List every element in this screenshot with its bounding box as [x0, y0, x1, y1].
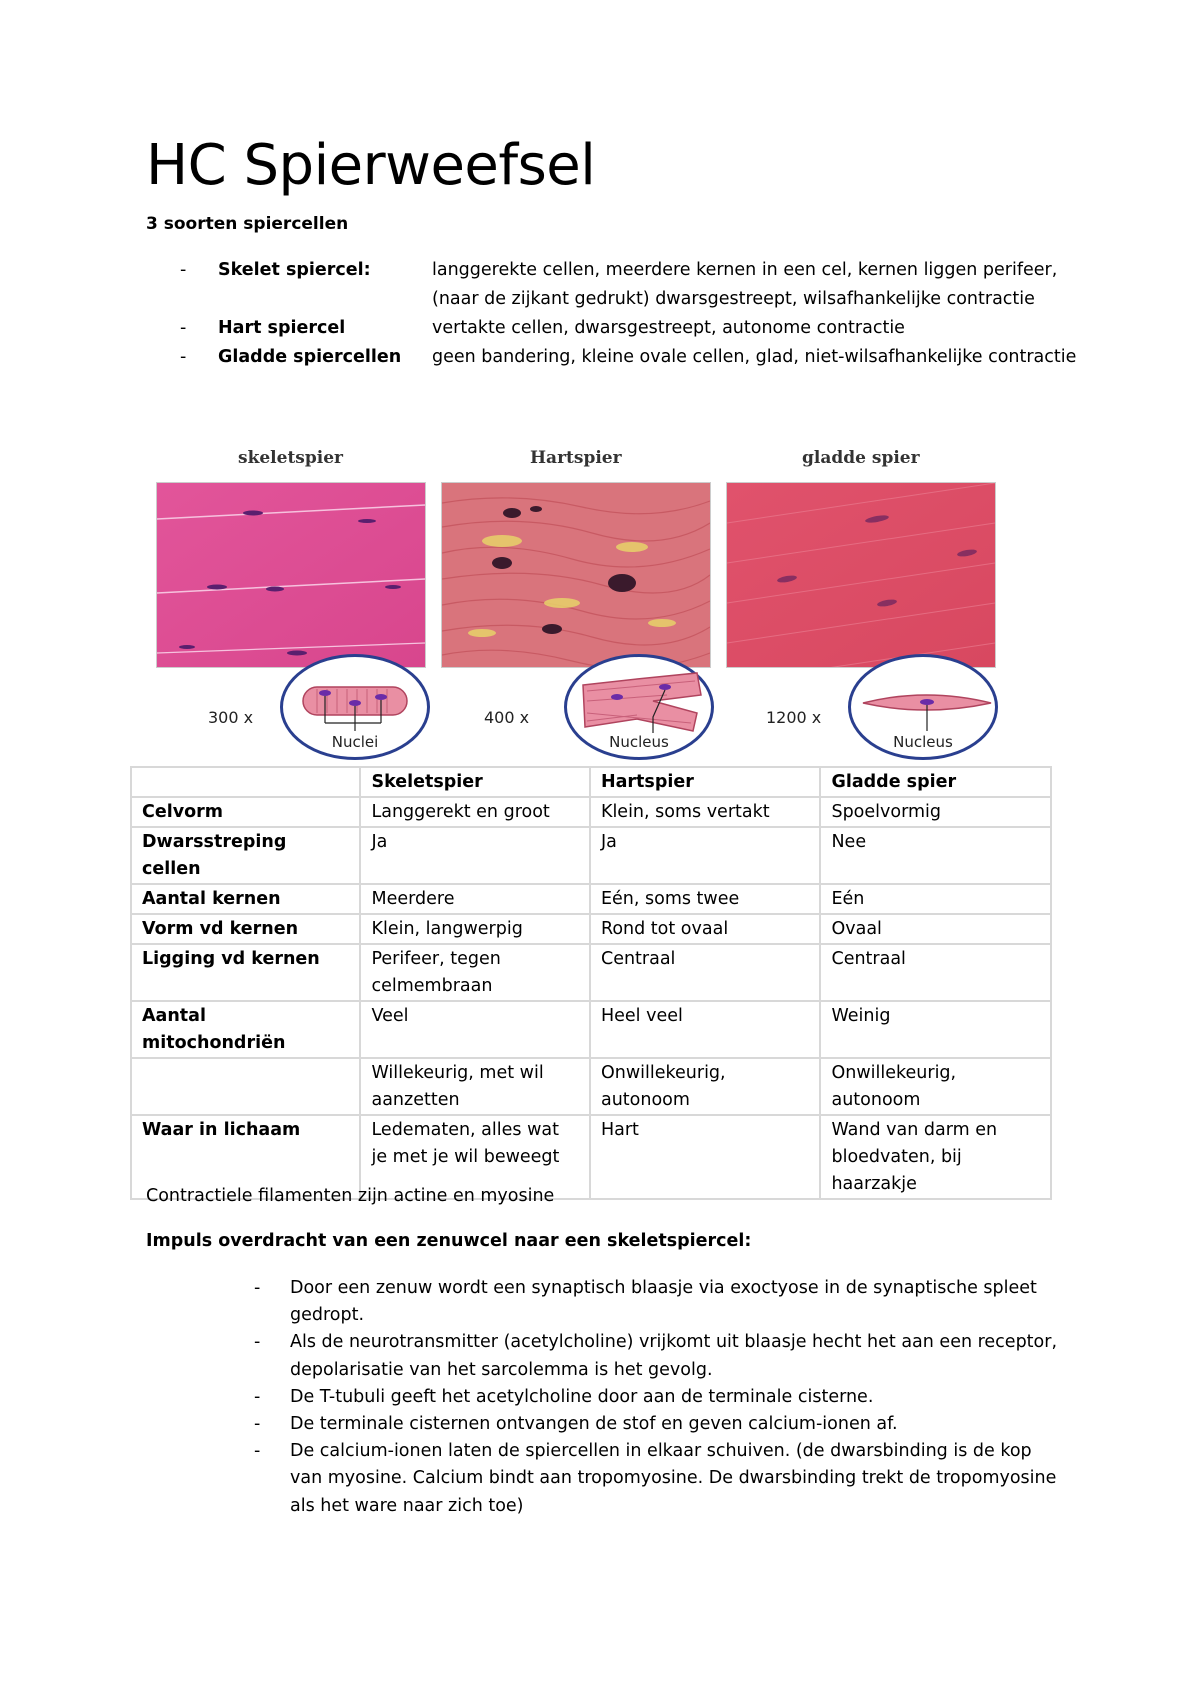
table-header-cell: Hartspier — [590, 767, 821, 797]
list-bullet: - — [254, 1332, 261, 1353]
list-bullet: - — [254, 1386, 261, 1407]
cell-diagram-circle — [564, 654, 714, 760]
table-cell: Hart — [590, 1115, 821, 1199]
table-cell: Rond tot ovaal — [590, 914, 821, 944]
table-cell: Willekeurig, met wil aanzetten — [360, 1058, 589, 1115]
cell-label: Nucleus — [609, 733, 669, 751]
section-subtitle: 3 soorten spiercellen — [146, 214, 349, 234]
table-cell: Eén, soms twee — [590, 884, 821, 914]
magnification-label: 1200 x — [766, 708, 822, 727]
muscle-figure — [146, 440, 1026, 770]
list-item — [254, 1438, 1064, 1520]
table-cell: Onwillekeurig, autonoom — [820, 1058, 1051, 1115]
list-item — [254, 1384, 1064, 1411]
list-item — [180, 256, 1080, 314]
list-item — [180, 343, 1080, 372]
type-name: Skelet spiercel: — [218, 260, 371, 280]
list-bullet: - — [254, 1414, 261, 1435]
type-name: Gladde spiercellen — [218, 347, 402, 367]
type-description: vertakte cellen, dwarsgestreept, autonome contractie — [432, 318, 905, 338]
type-name: Hart spiercel — [218, 318, 346, 338]
row-header-cell: Aantal mitochondriën — [131, 1001, 360, 1058]
table-cell: Veel — [360, 1001, 589, 1058]
table-cell: Wand van darm en bloedvaten, bij haarzakje — [820, 1115, 1051, 1199]
muscle-types-list — [180, 256, 1080, 372]
table-cell: Onwillekeurig, autonoom — [590, 1058, 821, 1115]
filaments-note: Contractiele filamenten zijn actine en myosine — [146, 1186, 555, 1206]
table-cell: Weinig — [820, 1001, 1051, 1058]
cell-label: Nuclei — [331, 733, 379, 751]
table-header-row — [131, 767, 1051, 797]
table-cell: Ovaal — [820, 914, 1051, 944]
table-cell: Ja — [360, 827, 589, 884]
step-text: De T-tubuli geeft het acetylcholine door aan de terminale cisterne. — [290, 1386, 874, 1407]
magnification-label: 400 x — [484, 708, 530, 727]
list-item — [254, 1411, 1064, 1438]
smooth-tissue-image — [727, 483, 995, 667]
step-text: Door een zenuw wordt een synaptisch blaasje via exoctyose in de synaptische spleet gedropt. — [290, 1278, 1037, 1326]
cell-diagram-circle — [848, 654, 998, 760]
row-header-cell: Aantal kernen — [131, 884, 360, 914]
type-description: geen bandering, kleine ovale cellen, glad, niet-wilsafhankelijke contractie — [432, 347, 1077, 367]
table-row — [131, 884, 1051, 914]
list-bullet: - — [254, 1278, 261, 1298]
row-header-cell: Celvorm — [131, 797, 360, 827]
table-row — [131, 944, 1051, 1001]
panel-label-smooth: gladde spier — [802, 448, 920, 468]
heart-micrograph — [441, 482, 711, 668]
table-cell: Nee — [820, 827, 1051, 884]
heart-tissue-image — [442, 483, 710, 667]
list-item — [254, 1275, 1064, 1329]
panel-label-skeletal: skeletspier — [238, 448, 343, 468]
table-cell: Meerdere — [360, 884, 589, 914]
list-item — [254, 1329, 1064, 1383]
table-header-cell — [131, 767, 360, 797]
table-header-cell: Skeletspier — [360, 767, 589, 797]
smooth-micrograph — [726, 482, 996, 668]
step-text: Als de neurotransmitter (acetylcholine) vrijkomt uit blaasje hecht het aan een receptor, depolarisatie van het sarcolemma is het gevolg. — [290, 1332, 1058, 1380]
row-header-cell: Dwarsstreping cellen — [131, 827, 360, 884]
table-cell: Centraal — [820, 944, 1051, 1001]
list-bullet: - — [180, 260, 187, 280]
table-cell: Langgerekt en groot — [360, 797, 589, 827]
list-bullet: - — [254, 1441, 261, 1462]
table-row — [131, 797, 1051, 827]
list-bullet: - — [180, 347, 187, 367]
table-cell: Centraal — [590, 944, 821, 1001]
row-header-cell: Ligging vd kernen — [131, 944, 360, 1001]
table-cell: Heel veel — [590, 1001, 821, 1058]
table-cell: Ledematen, alles wat je met je wil beweegt — [360, 1115, 589, 1199]
step-text: De calcium-ionen laten de spiercellen in elkaar schuiven. (de dwarsbinding is de kop van myosine. Calcium bindt aan tropomyosine. De dwarsbinding trekt de tropomyosine als het ware naar zich toe) — [290, 1441, 1057, 1516]
table-cell: Perifeer, tegen celmembraan — [360, 944, 589, 1001]
table-row — [131, 1001, 1051, 1058]
table-cell: Eén — [820, 884, 1051, 914]
row-header-cell: Vorm vd kernen — [131, 914, 360, 944]
table-row — [131, 914, 1051, 944]
page-title: HC Spierweefsel — [146, 133, 596, 198]
impulse-steps-list — [254, 1275, 1064, 1520]
skeletal-micrograph — [156, 482, 426, 668]
table-cell: Klein, soms vertakt — [590, 797, 821, 827]
table-cell: Spoelvormig — [820, 797, 1051, 827]
panel-label-heart: Hartspier — [530, 448, 622, 468]
skeletal-tissue-image — [157, 483, 425, 667]
row-header-cell — [131, 1058, 360, 1115]
cell-label: Nucleus — [893, 733, 953, 751]
impulse-heading: Impuls overdracht van een zenuwcel naar een skeletspiercel: — [146, 1231, 752, 1251]
step-text: De terminale cisternen ontvangen de stof en geven calcium-ionen af. — [290, 1414, 898, 1435]
type-description: langgerekte cellen, meerdere kernen in een cel, kernen liggen perifeer, (naar de zijkant gedrukt) dwarsgestreept, wilsafhankelijke contractie — [432, 260, 1058, 309]
comparison-table — [130, 766, 1052, 1200]
list-bullet: - — [180, 318, 187, 338]
table-cell: Klein, langwerpig — [360, 914, 589, 944]
magnification-label: 300 x — [208, 708, 254, 727]
table-row — [131, 1058, 1051, 1115]
cell-diagram-circle — [280, 654, 430, 760]
table-header-cell: Gladde spier — [820, 767, 1051, 797]
list-item — [180, 314, 1080, 343]
table-row — [131, 827, 1051, 884]
table-cell: Ja — [590, 827, 821, 884]
row-header-cell: Waar in lichaam — [131, 1115, 360, 1199]
